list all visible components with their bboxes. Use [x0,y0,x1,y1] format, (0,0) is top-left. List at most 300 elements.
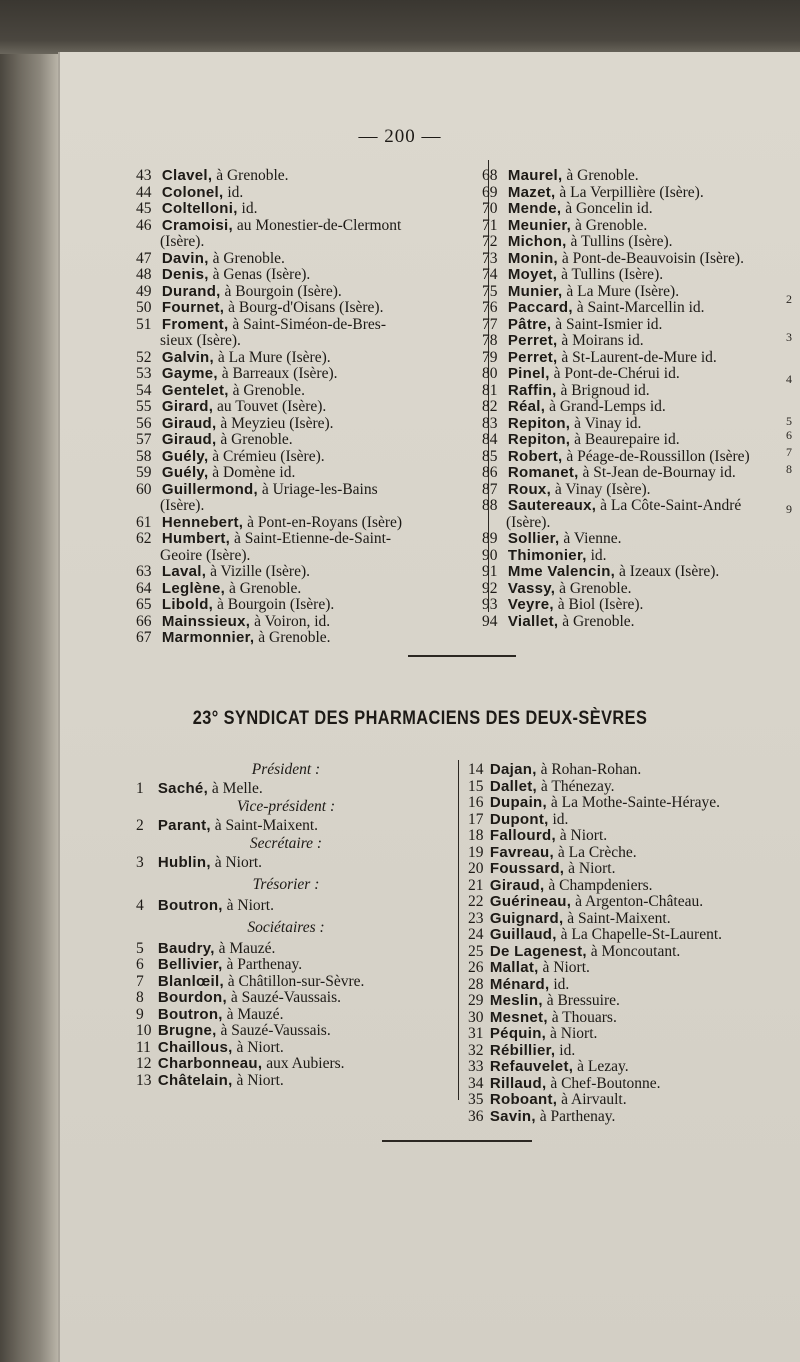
entry-location: à Vinay id. [574,414,642,432]
list-entry [482,234,782,251]
entry-name: Denis, [161,266,209,283]
entry-location: à Vinay (Isère). [554,480,651,498]
list-entry [482,498,782,515]
list-entry [482,482,782,499]
entry-number: 85 [482,447,498,465]
entry-name: Gayme, [161,365,218,382]
entry-name: Guillermond, [161,480,258,498]
entry-number: 69 [482,183,498,201]
entry-name: Refauvelet, [489,1058,574,1075]
list-entry [136,399,466,416]
list-entry [136,564,466,581]
entry-location: au Monestier-de-Clermont [236,216,402,234]
entry-location: à Sauzé-Vaussais. [220,1022,331,1039]
entry-name: Pâtre, [507,315,552,333]
list-entry [136,941,436,958]
entry-location: à Bourg-d'Oisans (Isère). [228,299,384,316]
list-entry [136,350,466,367]
entry-continuation: (Isère). [506,513,551,531]
entry-name: Gentelet, [161,381,229,399]
entry-location: à Saint-Ismier id. [555,315,663,333]
entry-number: 8 [136,989,144,1006]
list-entry [482,267,782,284]
entry-name: Perret, [507,348,558,366]
list-entry [468,762,786,779]
list-entry [482,251,782,268]
list-entry [482,548,782,565]
entry-location: à Biol (Isère). [557,596,644,613]
entry-location: à Grenoble. [562,612,635,630]
list-entry [468,1092,786,1109]
entry-location: à Goncelin id. [565,200,653,217]
entry-name: Guély, [161,447,209,465]
entry-location: à Argenton-Château. [575,893,704,910]
entry-location: à Rohan-Rohan. [540,761,642,778]
entry-location: id. [590,546,607,564]
list-entry [482,383,782,400]
entry-number: 50 [136,299,152,316]
entry-name: Boutron, [157,1005,223,1023]
entry-location: à Niort. [542,959,590,976]
entry-location: à Izeaux (Isère). [619,563,720,580]
list-entry [482,465,782,482]
entry-location: à Champdeniers. [548,876,653,894]
entry-number: 49 [136,282,152,300]
entry-location: à Saint-Etienne-de-Saint- [234,530,392,547]
entry-number: 74 [482,266,498,283]
column-divider-lower [458,760,459,1100]
list-entry [482,333,782,350]
entry-number: 12 [136,1055,152,1072]
entry-number: 71 [482,216,498,234]
entry-number: 66 [136,612,152,630]
list-entry [482,581,782,598]
entry-name: Giraud, [161,431,217,448]
entry-number: 31 [468,1025,484,1042]
entry-number: 84 [482,431,498,448]
entry-name: Baudry, [157,939,215,957]
entry-name: Dallet, [489,777,537,795]
entry-location: à Grenoble. [258,629,331,646]
entry-location: à Châtillon-sur-Sèvre. [227,972,365,990]
list-entry [482,531,782,548]
role-secretaire: Secrétaire : [249,835,323,852]
entry-number: 17 [468,810,484,828]
entry-number: 63 [136,563,152,580]
entry-number: 72 [482,233,498,250]
entry-name: Brugne, [157,1022,217,1039]
list-entry [136,1056,436,1073]
list-entry [482,432,782,449]
entry-location: à Niort. [568,860,616,877]
list-entry [136,300,466,317]
entry-name: Savin, [489,1107,536,1125]
entry-name: Dajan, [489,761,537,778]
entry-number: 70 [482,200,498,217]
officers-column [136,760,436,1089]
section-title: 23° SYNDICAT DES PHARMACIENS DES DEUX-SÈVRES [192,708,648,729]
list-entry [482,168,782,185]
entry-location: à Saint-Siméon-de-Bres- [232,315,386,333]
entry-location: à Grenoble. [566,167,639,184]
entry-name: Hennebert, [161,513,244,531]
entry-location: à Bourgoin (Isère). [224,282,342,300]
entry-location: à Bressuire. [546,992,620,1009]
entry-location: à Niort. [236,1071,284,1089]
entry-name: Coltelloni, [161,200,238,217]
entry-location: à Lezay. [577,1058,629,1075]
entry-name: Mallat, [489,959,539,976]
entry-location: à Moncoutant. [590,942,681,960]
list-entry [136,990,436,1007]
entry-location: à Grenoble. [575,216,648,234]
entry-number: 45 [136,200,152,217]
entry-name: Mazet, [507,183,556,201]
entry-name: Cramoisi, [161,216,233,234]
entry-number: 30 [468,1008,484,1026]
entry-number: 35 [468,1091,484,1108]
list-entry [136,366,466,383]
entry-name: Thimonier, [507,546,587,564]
margin-char: 4 [786,372,792,386]
entry-location: à Grenoble. [212,249,285,267]
entry-location: id. [241,200,258,217]
list-entry [482,317,782,334]
entry-location: à Niort. [236,1038,284,1056]
entry-number: 91 [482,563,498,580]
list-entry [136,1073,436,1090]
list-entry [136,168,466,185]
entry-location: à Saint-Marcellin id. [576,299,705,316]
list-entry [468,927,786,944]
entry-location: à Pont-en-Royans (Isère) [247,513,403,531]
list-entry [136,957,436,974]
entry-location: à Mauzé. [226,1005,284,1023]
societaires-left-list [136,941,436,1090]
list-entry [468,779,786,796]
list-entry [482,399,782,416]
entry-number: 87 [482,480,498,498]
entry-name: De Lagenest, [489,942,587,960]
entry-continuation: (Isère). [160,497,205,514]
list-entry [136,267,466,284]
entry-location: à Pont-de-Beauvoisin (Isère). [561,249,744,267]
entry-number: 67 [136,629,152,646]
list-left-column [136,168,466,647]
entry-location: à Chef-Boutonne. [550,1074,661,1092]
entry-number: 11 [136,1038,151,1056]
entry-name: Leglène, [161,579,226,597]
list-entry [468,1076,786,1093]
entry-number: 5 [136,939,144,957]
entry-number: 82 [482,398,498,415]
entry-location: id. [227,183,244,201]
list-entry [482,564,782,581]
entry-name: Roux, [507,480,552,498]
entry-number: 65 [136,596,152,613]
entry-name: Guignard, [489,909,564,927]
list-entry [468,894,786,911]
entry-number: 86 [482,464,498,481]
entry-number: 36 [468,1107,484,1125]
entry-number: 57 [136,431,152,448]
list-entry [482,185,782,202]
entry-number: 46 [136,216,152,234]
entry-location: à La Mure (Isère). [566,282,680,300]
entry-number: 51 [136,315,152,333]
entry-number: 73 [482,249,498,267]
list-entry [468,1010,786,1027]
entry-continuation: sieux (Isère). [160,332,241,349]
entry-number: 90 [482,546,498,564]
margin-char: 3 [786,330,792,344]
entry-name: Michon, [507,233,567,250]
entry-number: 25 [468,942,484,960]
entry-number: 59 [136,464,152,481]
list-entry [136,1040,436,1057]
entry-number: 94 [482,612,498,630]
margin-char: 6 [786,428,792,442]
entry-number: 76 [482,299,498,316]
list-entry [136,531,466,548]
entry-name: Guély, [161,464,209,481]
entry-name: Durand, [161,282,221,300]
entry-name: Perret, [507,332,558,349]
entry-number: 29 [468,992,484,1009]
entry-location: id. [552,810,569,828]
entry-number: 9 [136,1005,144,1023]
entry-name: Meunier, [507,216,572,234]
entry-name: Marmonnier, [161,629,255,646]
entry-number: 7 [136,972,144,990]
entry-name: Fournet, [161,299,225,316]
list-entry [136,449,466,466]
list-entry [468,1109,786,1126]
page-top-shadow [0,0,800,54]
list-entry [136,218,466,235]
entry-name: Laval, [161,563,207,580]
entry-location: à Grenoble. [229,579,302,597]
entry-location: à Grenoble. [559,579,632,597]
list-entry [136,432,466,449]
entry-location: à Niort. [550,1025,598,1042]
margin-char: 5 [786,414,792,428]
entry-name: Repiton, [507,414,571,432]
entry-number: 53 [136,365,152,382]
list-entry [136,614,466,631]
entry-number: 48 [136,266,152,283]
margin-char: 2 [786,292,792,306]
entry-location: à Tullins (Isère). [561,266,664,283]
list-entry [136,515,466,532]
entry-name: Foussard, [489,860,565,877]
entry-location: à Grenoble. [232,381,305,399]
list-entry [468,1026,786,1043]
entry-number: 62 [136,530,152,547]
entry-name: Dupont, [489,810,549,828]
list-entry [482,597,782,614]
entry-number: 79 [482,348,498,366]
entry-number: 20 [468,860,484,877]
entry-location: à St-Laurent-de-Mure id. [561,348,717,366]
entry-number: 34 [468,1074,484,1092]
role-vice-president: Vice-président : [236,798,336,815]
entry-location: id. [559,1041,576,1059]
entry-location: à La Mothe-Sainte-Héraye. [550,794,720,811]
entry-location: à Péage-de-Roussillon (Isère) [566,447,750,465]
list-entry [136,1023,436,1040]
list-entry [482,218,782,235]
entry-name: Moyet, [507,266,558,283]
entry-number: 21 [468,876,484,894]
entry-location: à Bourgoin (Isère). [217,596,335,613]
entry-name: Colonel, [161,183,224,201]
entry-name: Blanlœil, [157,972,224,990]
entry-name: Munier, [507,282,563,300]
entry-location: à La Côte-Saint-André [600,497,742,514]
list-entry [136,465,466,482]
entry-location: à Tullins (Isère). [570,233,673,250]
officer-president: 1 Saché, à Melle. [136,779,263,797]
margin-char: 8 [786,462,792,476]
list-entry [136,383,466,400]
list-entry [468,944,786,961]
entry-location: à Genas (Isère). [212,266,311,283]
entry-name: Humbert, [161,530,231,547]
entry-number: 16 [468,794,484,811]
entry-name: Monin, [507,249,558,267]
entry-number: 64 [136,579,152,597]
list-entry [482,350,782,367]
entry-number: 54 [136,381,152,399]
entry-name: Bourdon, [157,989,227,1006]
entry-name: Libold, [161,596,214,613]
list-entry [468,828,786,845]
entry-name: Mme Valencin, [507,563,616,580]
entry-name: Sollier, [507,530,560,547]
entry-number: 78 [482,332,498,349]
list-entry [136,185,466,202]
list-entry [482,366,782,383]
entry-name: Chaillous, [157,1038,233,1056]
list-entry [136,974,436,991]
officer-vice-president: 2 Parant, à Saint-Maixent. [136,816,319,834]
entry-name: Roboant, [489,1091,558,1108]
role-tresorier: Trésorier : [252,876,320,893]
entry-name: Fallourd, [489,827,556,844]
entry-number: 43 [136,167,152,184]
page-number: — 200 — [358,126,442,147]
list-entry [136,201,466,218]
entry-name: Guérineau, [489,893,572,910]
entry-location: à Thénezay. [540,777,615,795]
entry-location: à Crémieu (Isère). [212,447,325,465]
list-entry [136,251,466,268]
entry-location: à Barreaux (Isère). [221,365,338,382]
entry-name: Rébillier, [489,1041,556,1059]
entry-number: 88 [482,497,498,514]
entry-location: à Parthenay. [226,956,303,973]
entry-location: id. [553,975,570,993]
entry-location: à Voiron, id. [254,612,331,630]
entry-name: Viallet, [507,612,559,630]
entry-location: à Grenoble. [216,167,289,184]
entry-location: à Beaurepaire id. [574,431,680,448]
entry-name: Charbonneau, [157,1055,263,1072]
list-entry [136,597,466,614]
list-entry [482,416,782,433]
list-entry [136,416,466,433]
list-entry [136,581,466,598]
entry-number: 92 [482,579,498,597]
entry-location: à La Mure (Isère). [217,348,331,366]
entry-location: à Vienne. [563,530,622,547]
entry-name: Raffin, [507,381,557,399]
entry-number: 58 [136,447,152,465]
list-entry [482,614,782,631]
entry-name: Davin, [161,249,209,267]
list-right-column [482,168,782,630]
entry-location: à Niort. [559,827,608,844]
entry-number: 75 [482,282,498,300]
entry-number: 13 [136,1071,152,1089]
entry-location: à St-Jean de-Bournay id. [582,464,736,481]
end-divider [382,1140,532,1142]
list-entry [482,201,782,218]
entry-number: 24 [468,926,484,943]
entry-name: Giraud, [489,876,545,894]
entry-name: Mainssieux, [161,612,251,630]
entry-location: à Sauzé-Vaussais. [230,989,342,1006]
entry-name: Romanet, [507,464,579,481]
entry-number: 89 [482,530,498,547]
entry-location: à La Verpillière (Isère). [559,183,704,201]
entry-location: à Saint-Maixent. [567,909,671,927]
list-entry [136,284,466,301]
entry-location: à Grand-Lemps id. [549,398,666,415]
entry-name: Guillaud, [489,926,557,943]
entry-name: Paccard, [507,299,573,316]
entry-location: à Mauzé. [218,939,276,957]
entry-number: 60 [136,480,152,498]
section-divider [408,655,516,657]
entry-number: 6 [136,956,144,973]
entry-number: 19 [468,843,484,861]
entry-name: Galvin, [161,348,214,366]
entry-number: 93 [482,596,498,613]
entry-number: 47 [136,249,152,267]
entry-number: 68 [482,167,498,184]
list-entry [136,1007,436,1024]
entry-name: Péquin, [489,1025,547,1042]
list-entry [482,284,782,301]
entry-number: 18 [468,827,484,844]
entry-location: à Airvault. [561,1091,627,1108]
list-entry [468,911,786,928]
list-entry [468,960,786,977]
officer-tresorier: 4 Boutron, à Niort. [136,896,274,914]
entry-number: 80 [482,365,498,382]
entry-location: à Meyzieu (Isère). [220,414,334,432]
entry-number: 81 [482,381,498,399]
entry-number: 10 [136,1022,152,1039]
entry-name: Vassy, [507,579,556,597]
list-entry [468,977,786,994]
entry-number: 28 [468,975,484,993]
entry-name: Sautereaux, [507,497,597,514]
list-entry [468,812,786,829]
societaires-right-list [468,762,786,1125]
